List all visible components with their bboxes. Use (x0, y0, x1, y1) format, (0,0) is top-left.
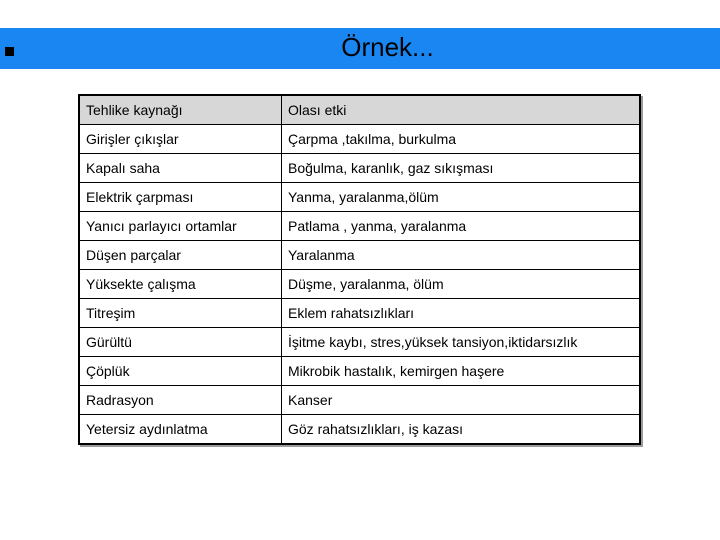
hazard-source-cell: Titreşim (79, 299, 282, 328)
possible-effect-cell: İşitme kaybı, stres,yüksek tansiyon,iktidarsızlık (282, 328, 641, 357)
table-row (79, 183, 640, 212)
hazard-table (78, 94, 641, 445)
table-row (79, 270, 640, 299)
hazard-source-cell: Radrasyon (79, 386, 282, 415)
slide-title: Örnek... (341, 32, 434, 62)
possible-effect-cell: Eklem rahatsızlıkları (282, 299, 641, 328)
possible-effect-cell: Patlama , yanma, yaralanma (282, 212, 641, 241)
hazard-source-cell: Elektrik çarpması (79, 183, 282, 212)
hazard-source-cell: Yüksekte çalışma (79, 270, 282, 299)
possible-effect-cell: Boğulma, karanlık, gaz sıkışması (282, 154, 641, 183)
table-row (79, 212, 640, 241)
possible-effect-cell: Yanma, yaralanma,ölüm (282, 183, 641, 212)
possible-effect-cell: Mikrobik hastalık, kemirgen haşere (282, 357, 641, 386)
hazard-source-cell: Girişler çıkışlar (79, 125, 282, 154)
column-header-hazard-source: Tehlike kaynağı (79, 95, 282, 125)
hazard-source-cell: Gürültü (79, 328, 282, 357)
hazard-source-cell: Yanıcı parlayıcı ortamlar (79, 212, 282, 241)
possible-effect-cell: Çarpma ,takılma, burkulma (282, 125, 641, 154)
table-row (79, 328, 640, 357)
possible-effect-cell: Düşme, yaralanma, ölüm (282, 270, 641, 299)
table-row (79, 386, 640, 415)
table-row (79, 299, 640, 328)
hazard-source-cell: Düşen parçalar (79, 241, 282, 270)
possible-effect-cell: Göz rahatsızlıkları, iş kazası (282, 415, 641, 445)
possible-effect-cell: Kanser (282, 386, 641, 415)
possible-effect-cell: Yaralanma (282, 241, 641, 270)
hazard-source-cell: Kapalı saha (79, 154, 282, 183)
table-row (79, 241, 640, 270)
column-header-possible-effect: Olası etki (282, 95, 641, 125)
table-row (79, 154, 640, 183)
table-row (79, 415, 640, 445)
hazard-source-cell: Çöplük (79, 357, 282, 386)
table-row (79, 125, 640, 154)
hazard-source-cell: Yetersiz aydınlatma (79, 415, 282, 445)
table-header-row (79, 95, 640, 125)
table-row (79, 357, 640, 386)
